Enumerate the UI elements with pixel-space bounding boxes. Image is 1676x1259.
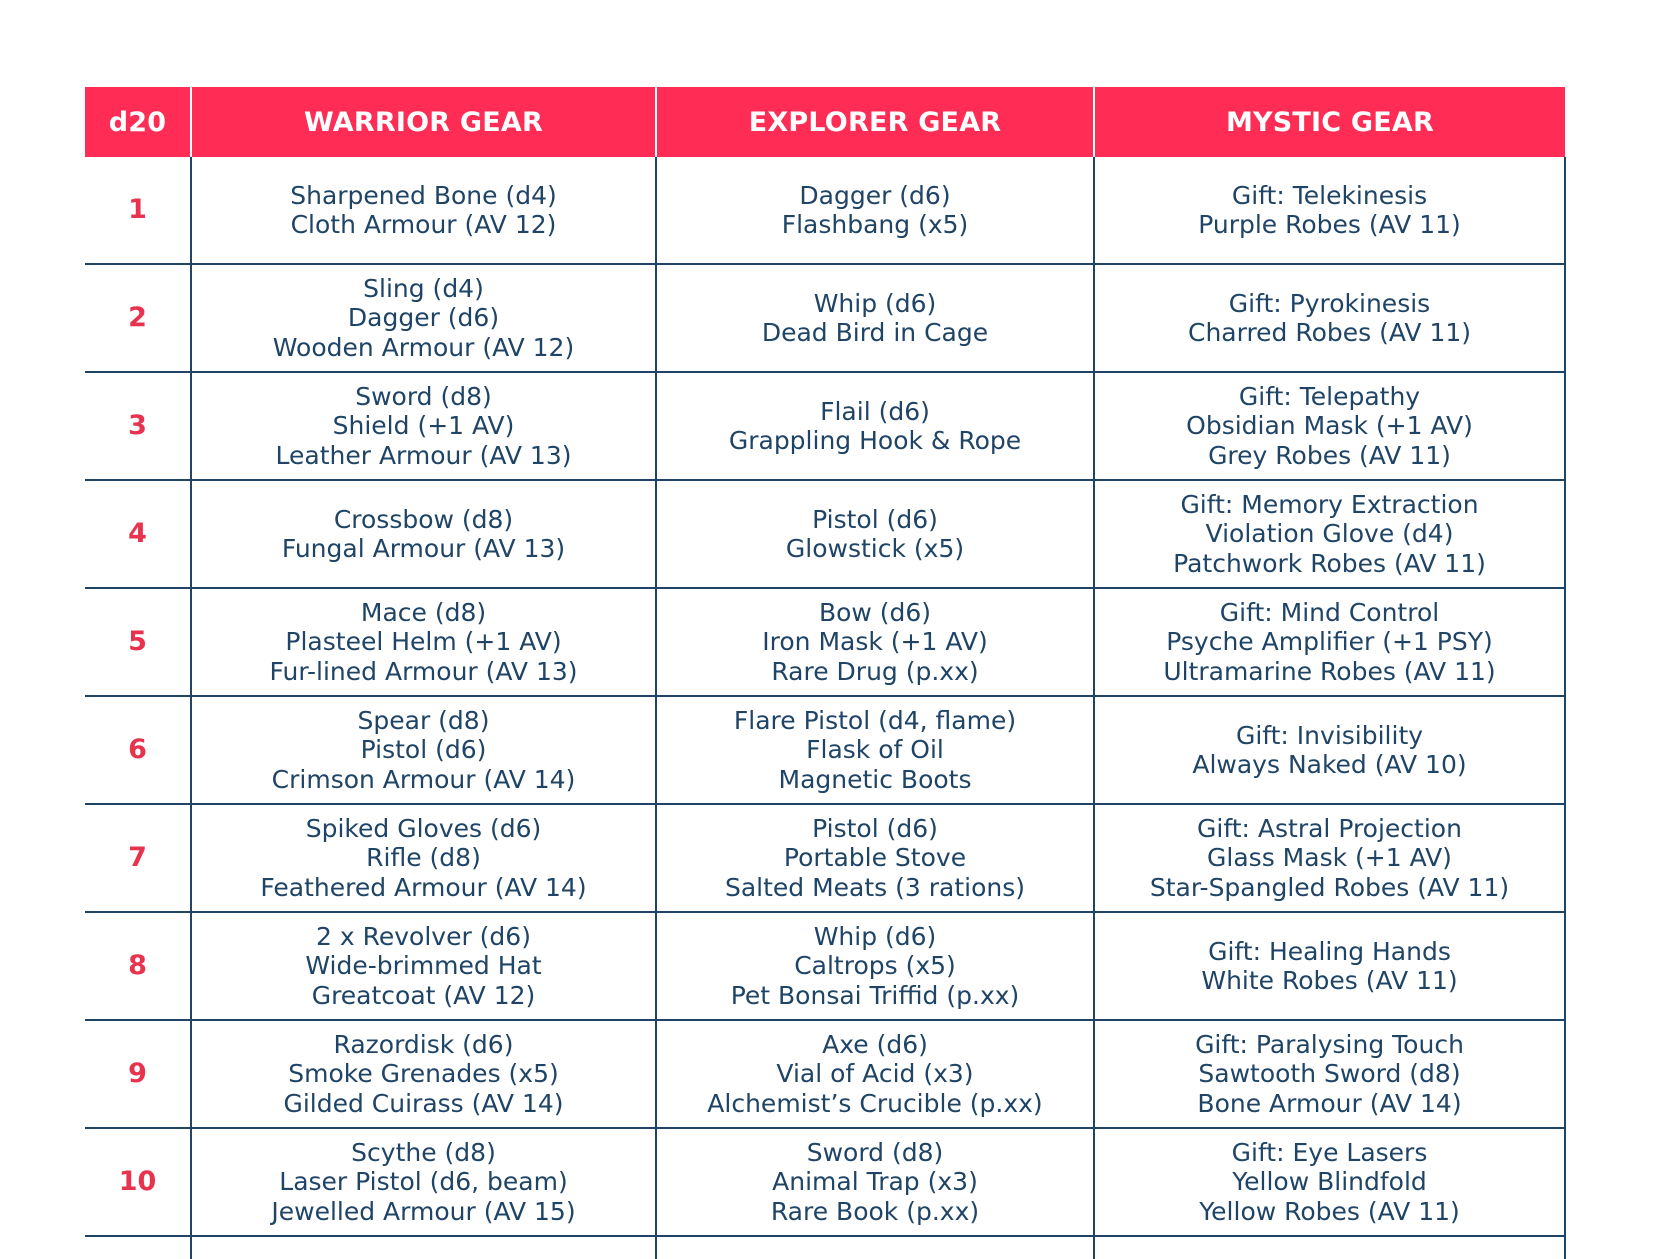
gear-item: Flashbang (x5) [781,210,969,239]
table-row [85,480,1565,588]
gear-item: Glass Mask (+1 AV) [1207,843,1452,873]
roll-number: 10 [85,1128,191,1236]
gear-item: Grey Robes (AV 11) [1208,440,1451,470]
mystic-gear-cell [1094,804,1565,912]
gear-item: Flare Pistol (d4, flame) [733,705,1017,735]
gear-item: Animal Trap (x3) [772,1167,978,1197]
header-mystic-gear: MYSTIC GEAR [1094,87,1565,157]
warrior-gear-cell [191,157,656,264]
empty-cell [1094,1236,1565,1259]
mystic-gear-cell [1094,1020,1565,1128]
gear-item: Iron Mask (+1 AV) [762,627,988,657]
warrior-gear-cell [191,804,656,912]
explorer-gear-cell [656,588,1094,696]
gear-item: White Robes (AV 11) [1201,966,1458,995]
gear-item: Pistol (d6) [812,813,938,843]
gear-item: Scythe (d8) [351,1137,496,1167]
gear-item: Alchemist’s Crucible (p.xx) [707,1088,1043,1118]
table-row [85,696,1565,804]
gear-item: Gift: Paralysing Touch [1195,1029,1464,1059]
explorer-gear-cell [656,372,1094,480]
mystic-gear-cell [1094,157,1565,264]
warrior-gear-cell [191,1128,656,1236]
table-row [85,804,1565,912]
explorer-gear-cell [656,1128,1094,1236]
gear-item: Magnetic Boots [778,764,972,794]
gear-item: Pistol (d6) [360,735,487,765]
mystic-gear-cell [1094,912,1565,1020]
gear-item: Gift: Astral Projection [1197,813,1462,843]
warrior-gear-cell [191,696,656,804]
gear-item: Whip (d6) [813,921,937,951]
gear-item: Pistol (d6) [812,504,938,534]
gear-item: Laser Pistol (d6, beam) [279,1167,568,1197]
gear-item: Razordisk (d6) [333,1029,514,1059]
roll-number: 6 [85,696,191,804]
header-warrior-gear: WARRIOR GEAR [191,87,656,157]
gear-item: Rare Drug (p.xx) [771,656,979,686]
table-row [85,157,1565,264]
explorer-gear-cell [656,696,1094,804]
roll-number: 7 [85,804,191,912]
gear-item: Sharpened Bone (d4) [290,180,557,210]
gear-item: Whip (d6) [813,288,937,318]
gear-item: Leather Armour (AV 13) [275,440,572,470]
mystic-gear-cell [1094,588,1565,696]
gear-item: Pet Bonsai Triffid (p.xx) [730,980,1020,1010]
roll-number: 2 [85,264,191,372]
header-row [85,87,1565,157]
explorer-gear-cell [656,804,1094,912]
header-d20: d20 [85,87,191,157]
warrior-gear-cell [191,372,656,480]
gear-item: Sword (d8) [806,1137,944,1167]
table-row [85,1128,1565,1236]
empty-cell [85,1236,191,1259]
header-explorer-gear: EXPLORER GEAR [656,87,1094,157]
gear-item: Violation Glove (d4) [1205,519,1454,549]
gear-item: Ultramarine Robes (AV 11) [1163,656,1496,686]
gear-item: Sawtooth Sword (d8) [1198,1059,1461,1089]
gear-item: Grappling Hook & Rope [728,426,1022,455]
gear-item: Rare Book (p.xx) [770,1196,980,1226]
gear-item: Sling (d4) [363,273,484,303]
gear-item: Psyche Amplifier (+1 PSY) [1166,627,1493,657]
table-row [85,912,1565,1020]
gear-item: Spiked Gloves (d6) [305,813,542,843]
gear-item: Dead Bird in Cage [761,318,989,347]
empty-cell [656,1236,1094,1259]
table-row [85,588,1565,696]
gear-item: Spear (d8) [357,705,490,735]
gear-item: Flask of Oil [806,735,944,765]
gear-item: Gift: Pyrokinesis [1228,288,1431,318]
gear-item: Wooden Armour (AV 12) [272,332,575,362]
roll-number: 3 [85,372,191,480]
gear-item: Mace (d8) [360,597,487,627]
table-row [85,1020,1565,1128]
table-row [85,372,1565,480]
empty-cell [191,1236,656,1259]
gear-item: Wide-brimmed Hat [305,951,542,981]
gear-item: Sword (d8) [355,381,492,411]
gear-item: Gilded Cuirass (AV 14) [283,1088,564,1118]
gear-item: Smoke Grenades (x5) [288,1059,559,1089]
explorer-gear-cell [656,912,1094,1020]
roll-number: 1 [85,157,191,264]
gear-item: Rifle (d8) [366,843,481,873]
gear-item: Bow (d6) [818,597,932,627]
roll-number: 4 [85,480,191,588]
gear-item: Dagger (d6) [347,303,500,333]
gear-item: Obsidian Mask (+1 AV) [1186,411,1473,441]
gear-item: Gift: Healing Hands [1208,936,1451,966]
warrior-gear-cell [191,480,656,588]
gear-item: Plasteel Helm (+1 AV) [285,627,562,657]
mystic-gear-cell [1094,696,1565,804]
explorer-gear-cell [656,264,1094,372]
explorer-gear-cell [656,1020,1094,1128]
gear-item: Patchwork Robes (AV 11) [1173,548,1486,578]
gear-item: Yellow Blindfold [1232,1167,1427,1197]
gear-item: Gift: Invisibility [1235,720,1424,750]
warrior-gear-cell [191,1020,656,1128]
gear-item: 2 x Revolver (d6) [316,921,531,951]
gear-item: Caltrops (x5) [794,951,956,981]
explorer-gear-cell [656,480,1094,588]
gear-item: Purple Robes (AV 11) [1198,210,1461,239]
gear-item: Portable Stove [783,843,967,873]
gear-item: Bone Armour (AV 14) [1197,1088,1462,1118]
roll-number: 8 [85,912,191,1020]
gear-item: Flail (d6) [820,396,930,426]
gear-table [85,87,1566,1259]
gear-table-page [85,87,1565,1259]
gear-item: Gift: Telepathy [1238,381,1421,411]
table-row [85,264,1565,372]
gear-item: Shield (+1 AV) [332,411,515,441]
gear-item: Gift: Telekinesis [1231,180,1428,210]
gear-item: Yellow Robes (AV 11) [1199,1196,1460,1226]
gear-item: Crimson Armour (AV 14) [271,764,576,794]
gear-item: Dagger (d6) [799,180,951,210]
gear-item: Charred Robes (AV 11) [1187,318,1472,347]
mystic-gear-cell [1094,480,1565,588]
roll-number: 5 [85,588,191,696]
gear-item: Fur-lined Armour (AV 13) [269,656,578,686]
gear-item: Fungal Armour (AV 13) [281,534,566,563]
mystic-gear-cell [1094,1128,1565,1236]
mystic-gear-cell [1094,264,1565,372]
mystic-gear-cell [1094,372,1565,480]
gear-item: Star-Spangled Robes (AV 11) [1149,872,1510,902]
gear-item: Salted Meats (3 rations) [724,872,1026,902]
gear-item: Gift: Memory Extraction [1180,489,1479,519]
gear-item: Vial of Acid (x3) [776,1059,974,1089]
gear-item: Jewelled Armour (AV 15) [271,1196,576,1226]
gear-item: Axe (d6) [822,1029,928,1059]
gear-item: Glowstick (x5) [785,534,965,563]
roll-number: 9 [85,1020,191,1128]
warrior-gear-cell [191,912,656,1020]
table-row-partial [85,1236,1565,1259]
gear-item: Cloth Armour (AV 12) [290,210,557,239]
gear-item: Gift: Mind Control [1219,597,1440,627]
gear-item: Greatcoat (AV 12) [311,980,536,1010]
gear-item: Always Naked (AV 10) [1192,750,1467,779]
warrior-gear-cell [191,264,656,372]
gear-item: Crossbow (d8) [333,504,514,534]
gear-item: Feathered Armour (AV 14) [260,872,587,902]
explorer-gear-cell [656,157,1094,264]
gear-item: Gift: Eye Lasers [1231,1137,1428,1167]
warrior-gear-cell [191,588,656,696]
table-body [85,157,1565,1259]
